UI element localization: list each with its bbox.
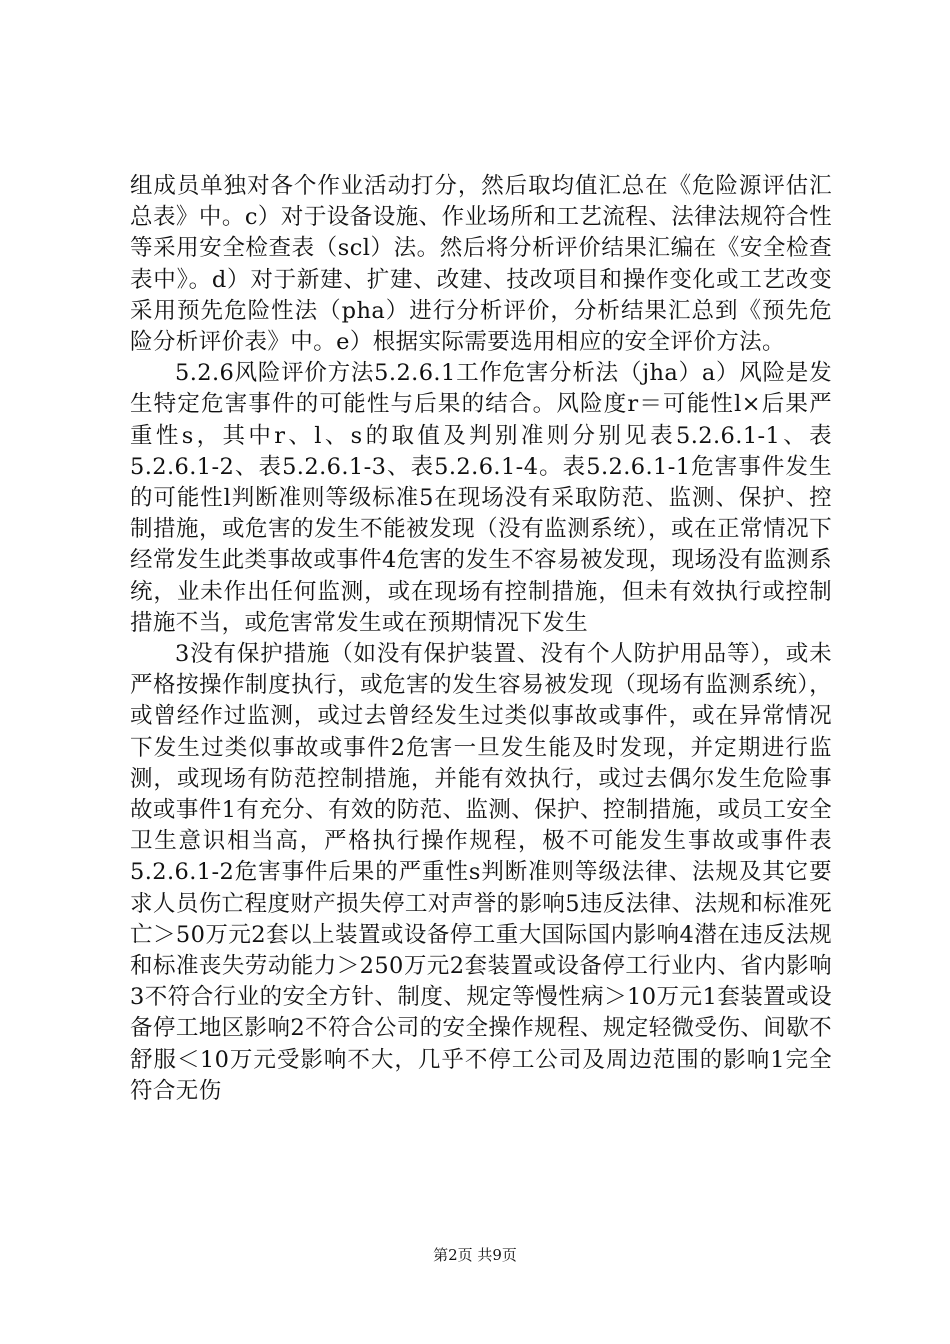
paragraph-continuation: 组成员单独对各个作业活动打分，然后取均值汇总在《危险源评估汇总表》中。c）对于设备设施、作业场所和工艺流程、法律法规符合性等采用安全检查表（scl）法。然后将分析评价结果汇编在《安全检查表中》。d）对于新建、扩建、改建、技改项目和操作变化或工艺改变采用预先危险性法（pha）进行分析评价，分析结果汇总到《预先危险分析评价表》中。e）根据实际需要选用相应的安全评价方法。 (130, 173, 832, 356)
paragraph-risk-evaluation-method: 5.2.6风险评价方法5.2.6.1工作危害分析法（jha）a）风险是发生特定危害事件的可能性与后果的结合。风险度r＝可能性l×后果严重性s，其中r、l、s的取值及判别准则分别见表5.2.6.1-1、表5.2.6.1-2、表5.2.6.1-3、表5.2.6.1-4。表5.2.6.1-1危害事件发生的可能性l判断准则等级标准5在现场没有采取防范、监测、保护、控制措施，或危害的发生不能被发现（没有监测系统），或在正常情况下经常发生此类事故或事件4危害的发生不容易被发现，现场没有监测系统，业未作出任何监测，或在现场有控制措施，但未有效执行或控制措施不当，或危害常发生或在预期情况下发生 (130, 360, 832, 636)
paragraph-likelihood-severity-criteria: 3没有保护措施（如没有保护装置、没有个人防护用品等），或未严格按操作制度执行，或危害的发生容易被发现（现场有监测系统），或曾经作过监测，或过去曾经发生过类似事故或事件，或在异常情况下发生过类似事故或事件2危害一旦发生能及时发现，并定期进行监测，或现场有防范控制措施，并能有效执行，或过去偶尔发生危险事故或事件1有充分、有效的防范、监测、保护、控制措施，或员工安全卫生意识相当高，严格执行操作规程，极不可能发生事故或事件表5.2.6.1-2危害事件后果的严重性s判断准则等级法律、法规及其它要求人员伤亡程度财产损失停工对声誉的影响5违反法律、法规和标准死亡＞50万元2套以上装置或设备停工重大国际国内影响4潜在违反法规和标准丧失劳动能力＞250万元2套装置或设备停工行业内、省内影响3不符合行业的安全方针、制度、规定等慢性病＞10万元1套装置或设备停工地区影响2不符合公司的安全操作规程、规定轻微受伤、间歇不舒服＜10万元受影响不大，几乎不停工公司及周边范围的影响1完全符合无伤 (130, 641, 832, 1104)
page-footer: 第2页 共9页 (433, 1246, 517, 1264)
document-body (130, 171, 832, 1107)
